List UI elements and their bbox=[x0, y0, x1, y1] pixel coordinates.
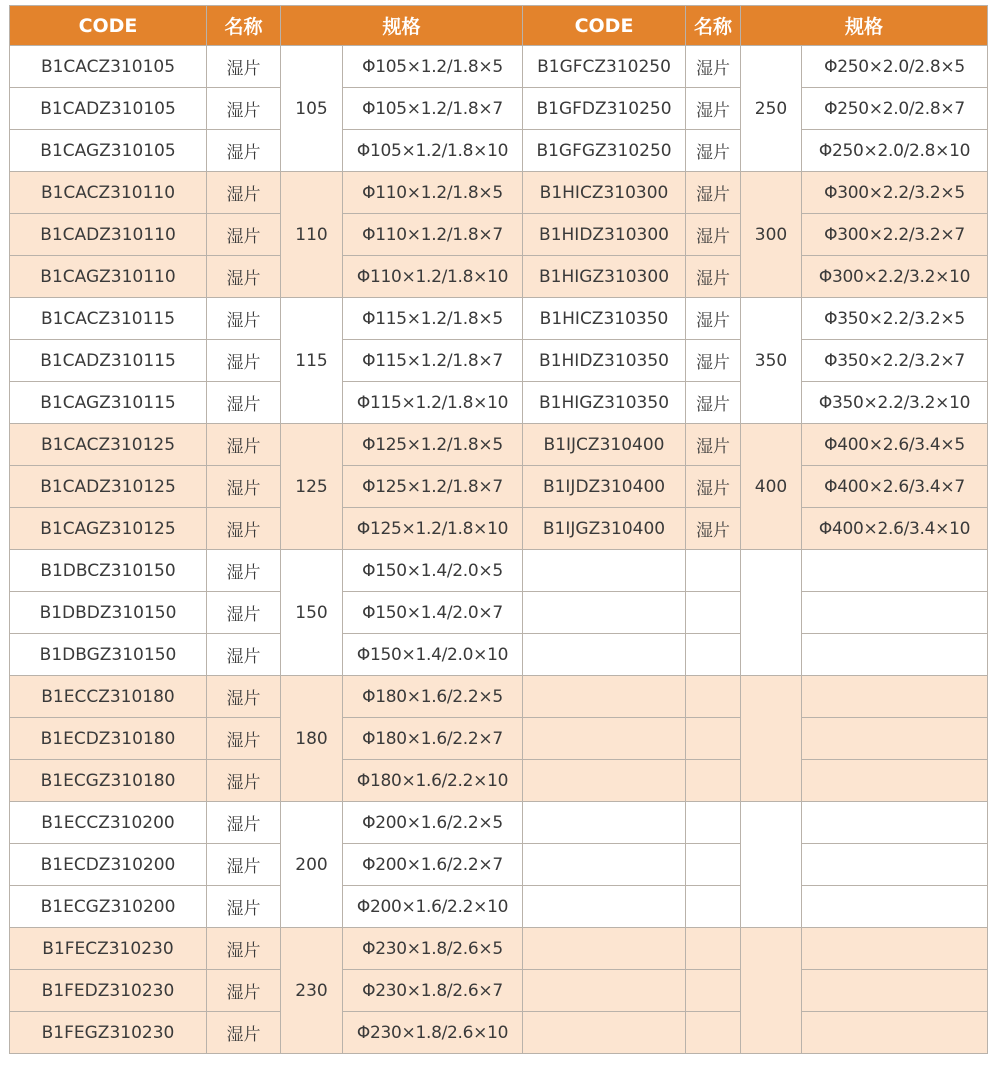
table-row bbox=[10, 634, 988, 676]
code-cell: B1CADZ310115 bbox=[10, 340, 207, 382]
empty-cell bbox=[523, 676, 686, 718]
code-cell: B1DBGZ310150 bbox=[10, 634, 207, 676]
spec-cell: Φ150×1.4/2.0×5 bbox=[343, 550, 523, 592]
code-cell: B1FECZ310230 bbox=[10, 928, 207, 970]
name-cell: 湿片 bbox=[207, 592, 281, 634]
code-cell: B1HIGZ310350 bbox=[523, 382, 686, 424]
empty-cell bbox=[523, 718, 686, 760]
code-cell: B1CADZ310110 bbox=[10, 214, 207, 256]
table-row bbox=[10, 214, 988, 256]
code-cell: B1GFDZ310250 bbox=[523, 88, 686, 130]
code-cell: B1ECGZ310180 bbox=[10, 760, 207, 802]
name-cell: 湿片 bbox=[207, 46, 281, 88]
code-cell: B1CAGZ310105 bbox=[10, 130, 207, 172]
code-cell: B1ECDZ310200 bbox=[10, 844, 207, 886]
empty-cell bbox=[802, 886, 988, 928]
empty-cell bbox=[686, 550, 741, 592]
empty-cell bbox=[523, 928, 686, 970]
empty-cell bbox=[523, 844, 686, 886]
spec-cell: Φ105×1.2/1.8×5 bbox=[343, 46, 523, 88]
code-cell: B1HIDZ310350 bbox=[523, 340, 686, 382]
name-cell: 湿片 bbox=[207, 802, 281, 844]
table-row bbox=[10, 256, 988, 298]
spec-cell: Φ180×1.6/2.2×7 bbox=[343, 718, 523, 760]
spec-cell: Φ110×1.2/1.8×7 bbox=[343, 214, 523, 256]
table-row bbox=[10, 46, 988, 88]
name-cell: 湿片 bbox=[686, 256, 741, 298]
spec-cell: Φ300×2.2/3.2×7 bbox=[802, 214, 988, 256]
product-spec-table bbox=[9, 5, 988, 1054]
header-code-right: CODE bbox=[523, 6, 686, 46]
empty-cell bbox=[686, 760, 741, 802]
name-cell: 湿片 bbox=[686, 340, 741, 382]
code-cell: B1ECCZ310200 bbox=[10, 802, 207, 844]
spec-cell: Φ300×2.2/3.2×10 bbox=[802, 256, 988, 298]
table-row bbox=[10, 718, 988, 760]
name-cell: 湿片 bbox=[207, 214, 281, 256]
name-cell: 湿片 bbox=[686, 172, 741, 214]
table-row bbox=[10, 802, 988, 844]
empty-merged-cell bbox=[741, 676, 802, 802]
empty-merged-cell bbox=[741, 928, 802, 1054]
name-cell: 湿片 bbox=[207, 886, 281, 928]
table-row bbox=[10, 340, 988, 382]
spec-cell: Φ110×1.2/1.8×10 bbox=[343, 256, 523, 298]
size-group-cell: 200 bbox=[281, 802, 343, 928]
spec-cell: Φ350×2.2/3.2×10 bbox=[802, 382, 988, 424]
code-cell: B1FEDZ310230 bbox=[10, 970, 207, 1012]
table-row bbox=[10, 508, 988, 550]
empty-cell bbox=[686, 970, 741, 1012]
spec-cell: Φ230×1.8/2.6×5 bbox=[343, 928, 523, 970]
table-row bbox=[10, 844, 988, 886]
name-cell: 湿片 bbox=[207, 718, 281, 760]
empty-cell bbox=[523, 550, 686, 592]
name-cell: 湿片 bbox=[207, 928, 281, 970]
spec-cell: Φ400×2.6/3.4×7 bbox=[802, 466, 988, 508]
table-row bbox=[10, 928, 988, 970]
name-cell: 湿片 bbox=[686, 424, 741, 466]
size-group-cell: 150 bbox=[281, 550, 343, 676]
code-cell: B1ECCZ310180 bbox=[10, 676, 207, 718]
size-group-cell: 180 bbox=[281, 676, 343, 802]
table-row bbox=[10, 466, 988, 508]
table-body bbox=[10, 46, 988, 1054]
spec-cell: Φ105×1.2/1.8×7 bbox=[343, 88, 523, 130]
empty-cell bbox=[523, 970, 686, 1012]
name-cell: 湿片 bbox=[207, 550, 281, 592]
size-group-cell: 300 bbox=[741, 172, 802, 298]
spec-cell: Φ115×1.2/1.8×10 bbox=[343, 382, 523, 424]
empty-cell bbox=[802, 928, 988, 970]
table-row bbox=[10, 760, 988, 802]
size-group-cell: 400 bbox=[741, 424, 802, 550]
code-cell: B1CAGZ310110 bbox=[10, 256, 207, 298]
size-group-cell: 115 bbox=[281, 298, 343, 424]
spec-cell: Φ125×1.2/1.8×7 bbox=[343, 466, 523, 508]
spec-cell: Φ400×2.6/3.4×5 bbox=[802, 424, 988, 466]
code-cell: B1CACZ310105 bbox=[10, 46, 207, 88]
spec-cell: Φ150×1.4/2.0×10 bbox=[343, 634, 523, 676]
code-cell: B1HICZ310350 bbox=[523, 298, 686, 340]
header-code-left: CODE bbox=[10, 6, 207, 46]
size-group-cell: 350 bbox=[741, 298, 802, 424]
spec-cell: Φ250×2.0/2.8×10 bbox=[802, 130, 988, 172]
table-header-row bbox=[10, 6, 988, 46]
spec-cell: Φ230×1.8/2.6×10 bbox=[343, 1012, 523, 1054]
empty-cell bbox=[802, 970, 988, 1012]
empty-merged-cell bbox=[741, 802, 802, 928]
code-cell: B1CACZ310125 bbox=[10, 424, 207, 466]
table-row bbox=[10, 592, 988, 634]
code-cell: B1CADZ310105 bbox=[10, 88, 207, 130]
spec-cell: Φ125×1.2/1.8×10 bbox=[343, 508, 523, 550]
header-spec-left: 规格 bbox=[281, 6, 523, 46]
spec-cell: Φ200×1.6/2.2×7 bbox=[343, 844, 523, 886]
spec-cell: Φ200×1.6/2.2×5 bbox=[343, 802, 523, 844]
name-cell: 湿片 bbox=[207, 382, 281, 424]
empty-cell bbox=[523, 760, 686, 802]
code-cell: B1IJGZ310400 bbox=[523, 508, 686, 550]
table-row bbox=[10, 1012, 988, 1054]
spec-cell: Φ350×2.2/3.2×7 bbox=[802, 340, 988, 382]
empty-cell bbox=[686, 802, 741, 844]
code-cell: B1HIGZ310300 bbox=[523, 256, 686, 298]
empty-cell bbox=[523, 886, 686, 928]
empty-cell bbox=[686, 676, 741, 718]
table-row bbox=[10, 550, 988, 592]
empty-cell bbox=[802, 592, 988, 634]
name-cell: 湿片 bbox=[686, 130, 741, 172]
name-cell: 湿片 bbox=[686, 298, 741, 340]
code-cell: B1CACZ310115 bbox=[10, 298, 207, 340]
name-cell: 湿片 bbox=[207, 340, 281, 382]
code-cell: B1CAGZ310125 bbox=[10, 508, 207, 550]
empty-cell bbox=[686, 844, 741, 886]
empty-cell bbox=[523, 634, 686, 676]
table-row bbox=[10, 676, 988, 718]
code-cell: B1GFCZ310250 bbox=[523, 46, 686, 88]
empty-cell bbox=[802, 760, 988, 802]
empty-cell bbox=[686, 634, 741, 676]
size-group-cell: 105 bbox=[281, 46, 343, 172]
empty-cell bbox=[523, 592, 686, 634]
spec-cell: Φ110×1.2/1.8×5 bbox=[343, 172, 523, 214]
size-group-cell: 125 bbox=[281, 424, 343, 550]
spec-cell: Φ350×2.2/3.2×5 bbox=[802, 298, 988, 340]
empty-cell bbox=[686, 886, 741, 928]
spec-cell: Φ150×1.4/2.0×7 bbox=[343, 592, 523, 634]
code-cell: B1DBCZ310150 bbox=[10, 550, 207, 592]
name-cell: 湿片 bbox=[686, 508, 741, 550]
spec-cell: Φ180×1.6/2.2×10 bbox=[343, 760, 523, 802]
name-cell: 湿片 bbox=[686, 46, 741, 88]
empty-cell bbox=[523, 1012, 686, 1054]
code-cell: B1CADZ310125 bbox=[10, 466, 207, 508]
name-cell: 湿片 bbox=[207, 130, 281, 172]
empty-cell bbox=[523, 802, 686, 844]
table-row bbox=[10, 970, 988, 1012]
name-cell: 湿片 bbox=[686, 382, 741, 424]
name-cell: 湿片 bbox=[207, 676, 281, 718]
empty-cell bbox=[802, 550, 988, 592]
spec-cell: Φ300×2.2/3.2×5 bbox=[802, 172, 988, 214]
code-cell: B1ECDZ310180 bbox=[10, 718, 207, 760]
spec-cell: Φ400×2.6/3.4×10 bbox=[802, 508, 988, 550]
code-cell: B1HICZ310300 bbox=[523, 172, 686, 214]
code-cell: B1GFGZ310250 bbox=[523, 130, 686, 172]
empty-merged-cell bbox=[741, 550, 802, 676]
code-cell: B1HIDZ310300 bbox=[523, 214, 686, 256]
table-row bbox=[10, 130, 988, 172]
size-group-cell: 250 bbox=[741, 46, 802, 172]
name-cell: 湿片 bbox=[207, 424, 281, 466]
header-name-left: 名称 bbox=[207, 6, 281, 46]
size-group-cell: 230 bbox=[281, 928, 343, 1054]
code-cell: B1IJCZ310400 bbox=[523, 424, 686, 466]
spec-cell: Φ115×1.2/1.8×5 bbox=[343, 298, 523, 340]
table-row bbox=[10, 424, 988, 466]
name-cell: 湿片 bbox=[686, 88, 741, 130]
header-spec-right: 规格 bbox=[741, 6, 988, 46]
name-cell: 湿片 bbox=[207, 256, 281, 298]
code-cell: B1CACZ310110 bbox=[10, 172, 207, 214]
name-cell: 湿片 bbox=[686, 466, 741, 508]
spec-cell: Φ115×1.2/1.8×7 bbox=[343, 340, 523, 382]
header-name-right: 名称 bbox=[686, 6, 741, 46]
table-row bbox=[10, 298, 988, 340]
name-cell: 湿片 bbox=[207, 466, 281, 508]
empty-cell bbox=[686, 928, 741, 970]
spec-cell: Φ250×2.0/2.8×7 bbox=[802, 88, 988, 130]
name-cell: 湿片 bbox=[686, 214, 741, 256]
spec-table-container bbox=[9, 5, 988, 1054]
name-cell: 湿片 bbox=[207, 970, 281, 1012]
empty-cell bbox=[686, 592, 741, 634]
name-cell: 湿片 bbox=[207, 508, 281, 550]
name-cell: 湿片 bbox=[207, 760, 281, 802]
code-cell: B1ECGZ310200 bbox=[10, 886, 207, 928]
code-cell: B1CAGZ310115 bbox=[10, 382, 207, 424]
spec-cell: Φ200×1.6/2.2×10 bbox=[343, 886, 523, 928]
spec-cell: Φ230×1.8/2.6×7 bbox=[343, 970, 523, 1012]
code-cell: B1IJDZ310400 bbox=[523, 466, 686, 508]
code-cell: B1FEGZ310230 bbox=[10, 1012, 207, 1054]
table-row bbox=[10, 382, 988, 424]
spec-cell: Φ105×1.2/1.8×10 bbox=[343, 130, 523, 172]
name-cell: 湿片 bbox=[207, 844, 281, 886]
empty-cell bbox=[802, 676, 988, 718]
name-cell: 湿片 bbox=[207, 172, 281, 214]
empty-cell bbox=[802, 802, 988, 844]
spec-cell: Φ250×2.0/2.8×5 bbox=[802, 46, 988, 88]
name-cell: 湿片 bbox=[207, 298, 281, 340]
spec-cell: Φ180×1.6/2.2×5 bbox=[343, 676, 523, 718]
empty-cell bbox=[802, 844, 988, 886]
name-cell: 湿片 bbox=[207, 1012, 281, 1054]
empty-cell bbox=[802, 718, 988, 760]
empty-cell bbox=[802, 634, 988, 676]
table-row bbox=[10, 172, 988, 214]
table-row bbox=[10, 886, 988, 928]
spec-cell: Φ125×1.2/1.8×5 bbox=[343, 424, 523, 466]
table-row bbox=[10, 88, 988, 130]
code-cell: B1DBDZ310150 bbox=[10, 592, 207, 634]
name-cell: 湿片 bbox=[207, 88, 281, 130]
name-cell: 湿片 bbox=[207, 634, 281, 676]
empty-cell bbox=[686, 1012, 741, 1054]
empty-cell bbox=[686, 718, 741, 760]
size-group-cell: 110 bbox=[281, 172, 343, 298]
empty-cell bbox=[802, 1012, 988, 1054]
